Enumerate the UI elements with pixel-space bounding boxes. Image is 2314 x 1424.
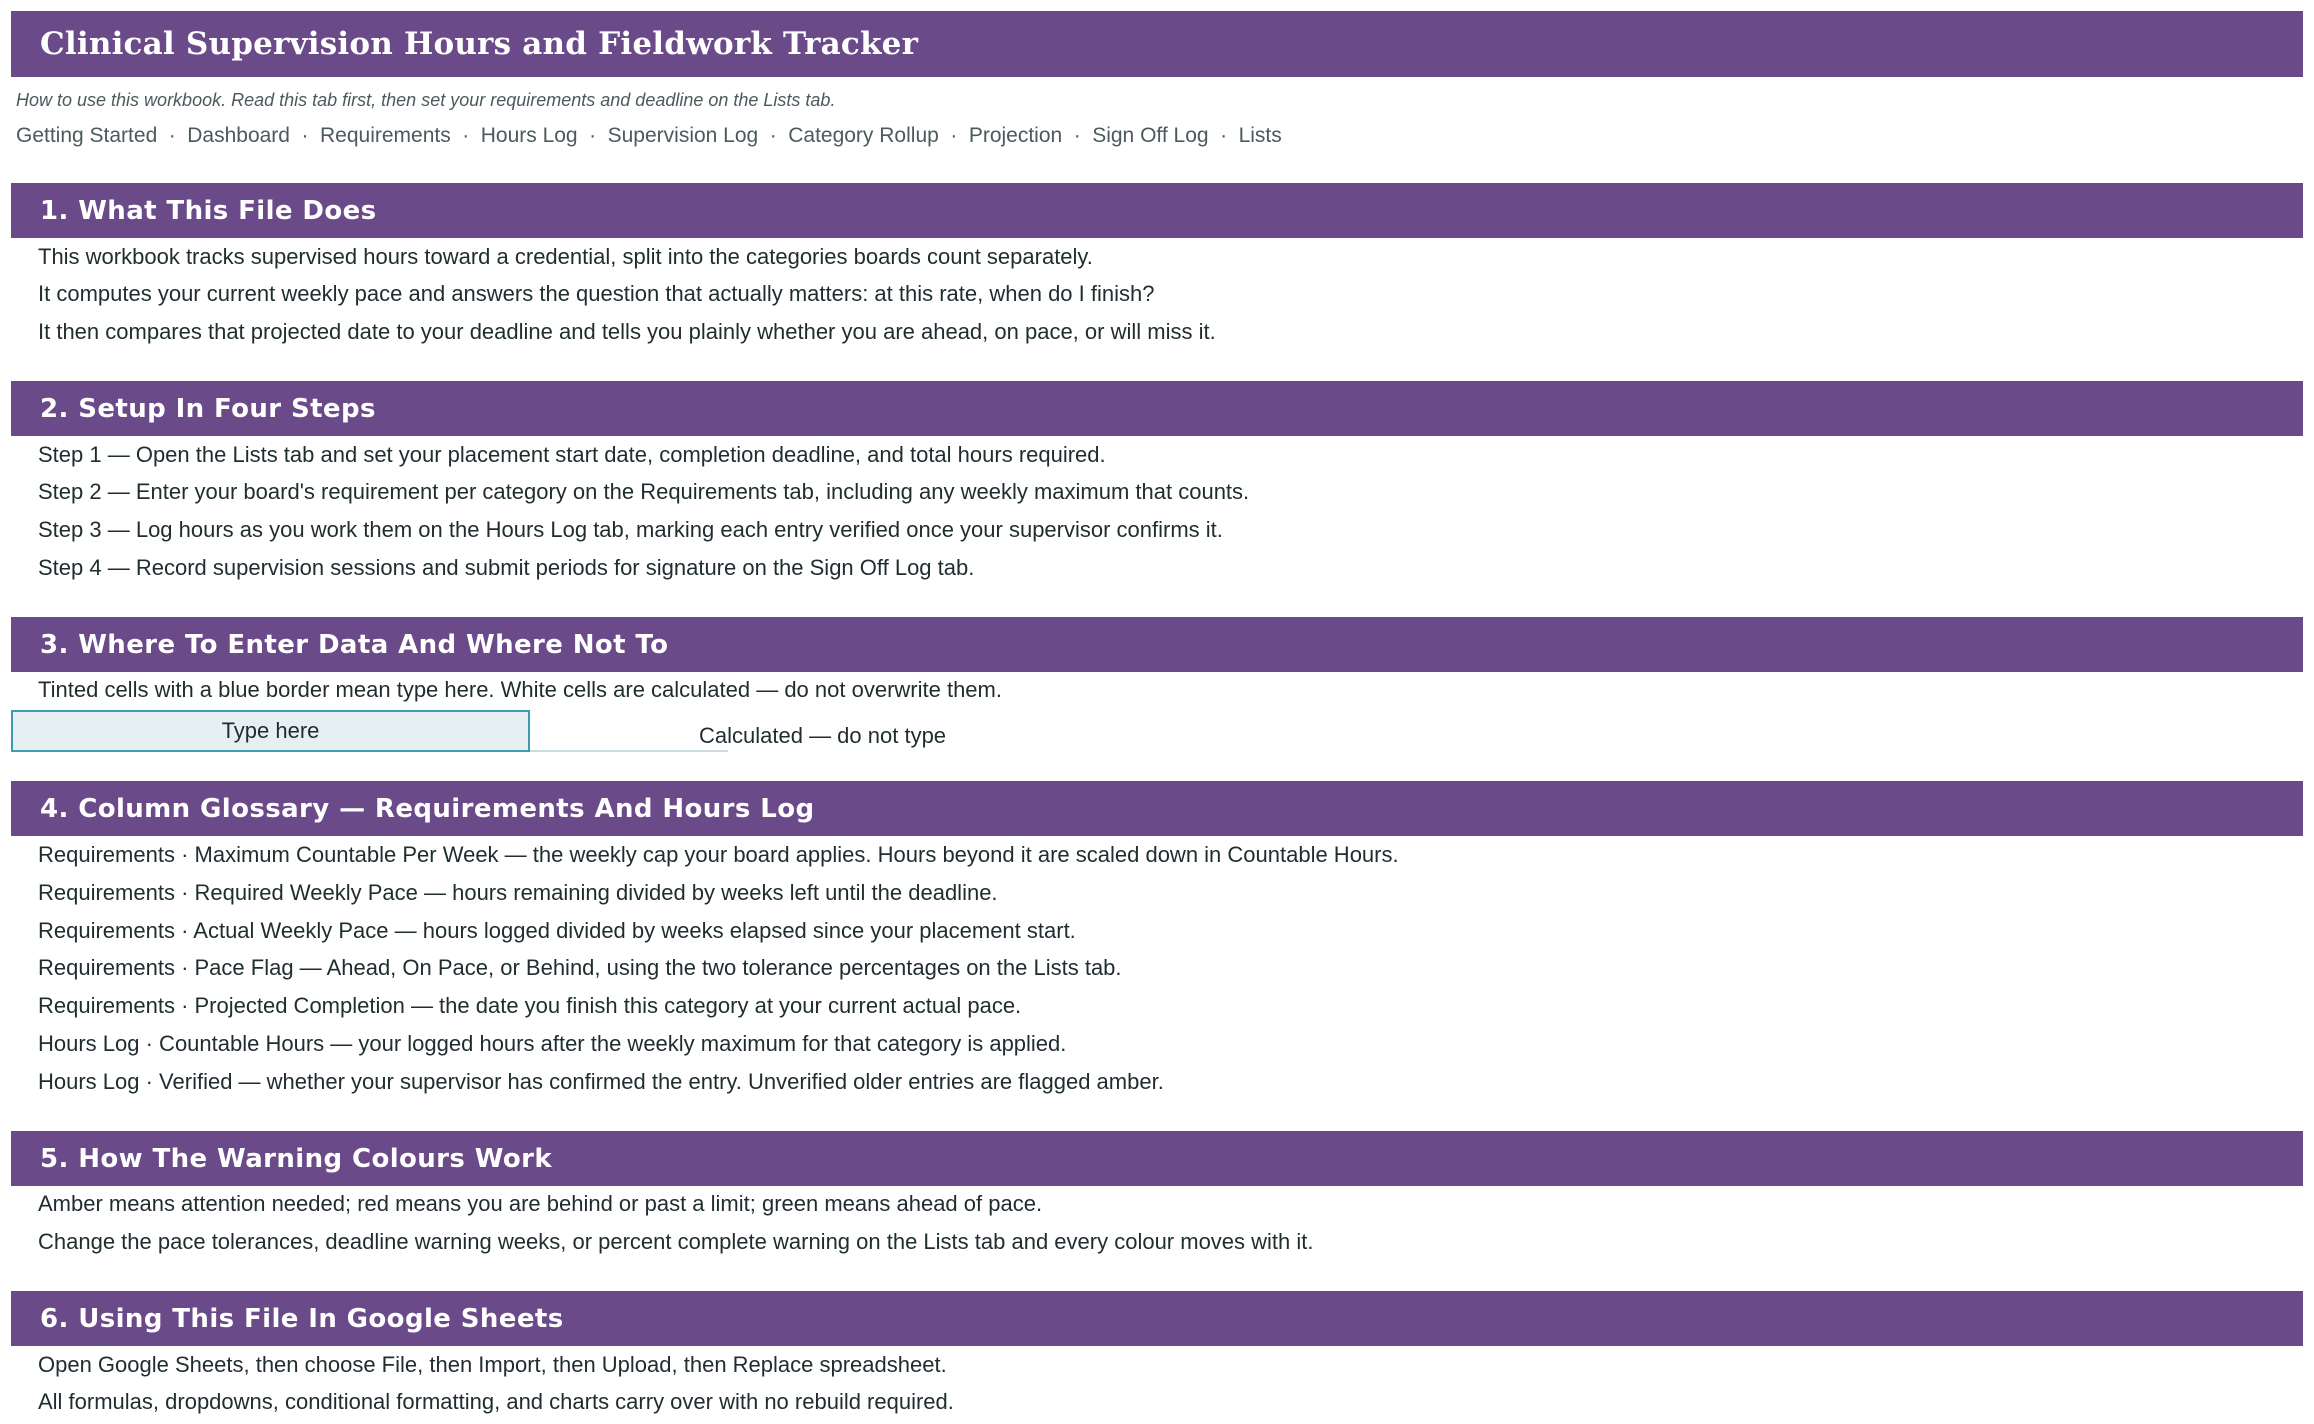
usage-subtitle: How to use this workbook. Read this tab first, then set your requirements and deadline on the Lists tab. (16, 90, 836, 110)
sheet-navigation (16, 124, 1282, 148)
nav-link-supervision-log[interactable]: Supervision Log (607, 124, 759, 147)
setup-step-line: Step 1 — Open the Lists tab and set your placement start date, completion deadline, and total hours required. (38, 442, 1106, 467)
setup-step-line: Step 2 — Enter your board's requirement per category on the Requirements tab, including any weekly maximum that counts. (38, 479, 1250, 504)
nav-separator: · (168, 124, 176, 147)
section-heading: 3. Where To Enter Data And Where Not To (40, 629, 669, 660)
section-header-where-to-enter-data (11, 617, 2303, 672)
glossary-line: Requirements · Projected Completion — the date you finish this category at your current actual pace. (38, 993, 1022, 1018)
setup-step-line: Step 4 — Record supervision sessions and submit periods for signature on the Sign Off Log tab. (38, 555, 975, 580)
glossary-line: Requirements · Required Weekly Pace — hours remaining divided by weeks left until the deadline. (38, 880, 998, 905)
nav-link-lists[interactable]: Lists (1238, 124, 1282, 147)
section-header-setup-steps (11, 381, 2303, 436)
section-heading: 2. Setup In Four Steps (40, 393, 376, 424)
section-heading: 4. Column Glossary — Requirements And Hours Log (40, 793, 815, 824)
workbook-title: Clinical Supervision Hours and Fieldwork Tracker (40, 26, 919, 62)
setup-step-line: Step 3 — Log hours as you work them on the Hours Log tab, marking each entry verified once your supervisor confirms it. (38, 517, 1223, 542)
nav-link-sign-off-log[interactable]: Sign Off Log (1092, 124, 1209, 147)
glossary-line: Requirements · Actual Weekly Pace — hours logged divided by weeks elapsed since your placement start. (38, 918, 1076, 943)
section-header-what-this-file-does (11, 183, 2303, 238)
warning-colours-line: Change the pace tolerances, deadline warning weeks, or percent complete warning on the Lists tab and every colour moves with it. (38, 1229, 1314, 1254)
google-sheets-line: Open Google Sheets, then choose File, then Import, then Upload, then Replace spreadsheet. (38, 1352, 947, 1377)
warning-colours-line: Amber means attention needed; red means you are behind or past a limit; green means ahead of pace. (38, 1191, 1043, 1216)
glossary-line: Requirements · Maximum Countable Per Week — the weekly cap your board applies. Hours beyond it are scaled down in Countable Hours. (38, 842, 1399, 867)
calculated-legend-label: Calculated — do not type (699, 723, 947, 748)
nav-separator: · (462, 124, 470, 147)
type-here-legend-cell[interactable] (11, 710, 530, 752)
section-1-line: It then compares that projected date to your deadline and tells you plainly whether you are ahead, on pace, or will miss it. (38, 319, 1216, 344)
section-1-line: It computes your current weekly pace and answers the question that actually matters: at this rate, when do I finish? (38, 281, 1155, 306)
section-header-google-sheets (11, 1291, 2303, 1346)
nav-link-getting-started[interactable]: Getting Started (16, 124, 158, 147)
nav-link-hours-log[interactable]: Hours Log (480, 124, 578, 147)
nav-separator: · (301, 124, 309, 147)
type-here-label: Type here (221, 718, 320, 743)
glossary-line: Hours Log · Verified — whether your supervisor has confirmed the entry. Unverified older entries are flagged amber. (38, 1069, 1164, 1094)
workbook-title-bar (11, 11, 2303, 77)
nav-separator: · (950, 124, 958, 147)
google-sheets-line: All formulas, dropdowns, conditional formatting, and charts carry over with no rebuild required. (38, 1389, 954, 1414)
section-3-line: Tinted cells with a blue border mean type here. White cells are calculated — do not overwrite them. (38, 677, 1002, 702)
glossary-line: Requirements · Pace Flag — Ahead, On Pace, or Behind, using the two tolerance percentages on the Lists tab. (38, 955, 1122, 980)
section-heading: 1. What This File Does (40, 195, 377, 226)
nav-separator: · (769, 124, 777, 147)
section-header-column-glossary (11, 781, 2303, 836)
section-header-warning-colours (11, 1131, 2303, 1186)
glossary-line: Hours Log · Countable Hours — your logged hours after the weekly maximum for that category is applied. (38, 1031, 1067, 1056)
nav-link-dashboard[interactable]: Dashboard (187, 124, 290, 147)
nav-separator: · (589, 124, 597, 147)
nav-link-category-rollup[interactable]: Category Rollup (788, 124, 939, 147)
section-heading: 6. Using This File In Google Sheets (40, 1303, 564, 1334)
section-1-line: This workbook tracks supervised hours toward a credential, split into the categories boards count separately. (38, 244, 1093, 269)
nav-separator: · (1073, 124, 1081, 147)
section-heading: 5. How The Warning Colours Work (40, 1143, 553, 1174)
nav-separator: · (1220, 124, 1228, 147)
nav-link-requirements[interactable]: Requirements (319, 124, 451, 147)
nav-link-projection[interactable]: Projection (968, 124, 1063, 147)
